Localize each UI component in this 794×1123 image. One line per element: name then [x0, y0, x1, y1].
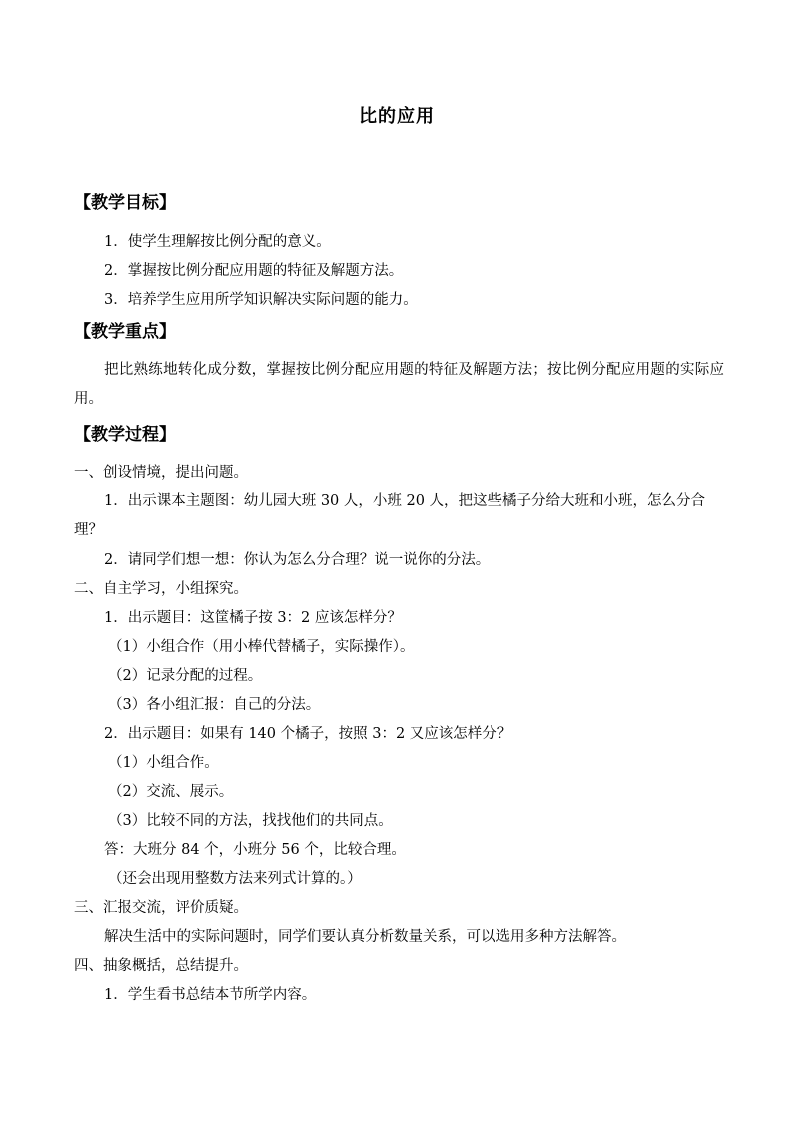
section-heading-goals: 【教学目标】	[74, 193, 176, 213]
part2-item-1-sub-1: （1）小组合作（用小棒代替橘子，实际操作）。	[108, 639, 415, 655]
page-title: 比的应用	[359, 106, 435, 127]
part2-item-2-sub-3: （3）比较不同的方法，找找他们的共同点。	[108, 813, 393, 829]
part3-heading: 三、汇报交流，评价质疑。	[74, 900, 248, 916]
part1-item-2: 2．请同学们想一想：你认为怎么分合理？说一说你的分法。	[104, 552, 491, 568]
part1-heading: 一、创设情境，提出问题。	[74, 465, 248, 481]
part2-item-1-sub-3: （3）各小组汇报：自己的分法。	[108, 697, 321, 713]
part4-item-1: 1．学生看书总结本节所学内容。	[104, 987, 317, 1003]
part1-item-1: 1．出示课本主题图：幼儿园大班 30 人，小班 20 人，把这些橘子分给大班和小班，怎么分合理？	[74, 493, 706, 538]
part2-item-1: 1．出示题目：这筐橘子按 3：2 应该怎样分？	[104, 610, 402, 626]
part2-item-2-sub-1: （1）小组合作。	[108, 755, 219, 771]
part2-item-1-sub-2: （2）记录分配的过程。	[108, 668, 263, 684]
part2-note: （还会出现用整数方法来列式计算的。）	[108, 871, 362, 887]
key-points-text: 把比熟练地转化成分数，掌握按比例分配应用题的特征及解题方法；按比例分配应用题的实际应用。	[74, 362, 724, 407]
part2-heading: 二、自主学习，小组探究。	[74, 581, 248, 597]
section-heading-process: 【教学过程】	[74, 425, 176, 445]
goal-item-3: 3．培养学生应用所学知识解决实际问题的能力。	[104, 292, 418, 308]
part2-item-2-sub-2: （2）交流、展示。	[108, 784, 234, 800]
part2-item-2: 2．出示题目：如果有 140 个橘子，按照 3：2 又应该怎样分？	[104, 726, 512, 742]
section-heading-key-points: 【教学重点】	[74, 322, 176, 342]
part2-answer: 答：大班分 84 个，小班分 56 个，比较合理。	[104, 842, 406, 858]
goal-item-2: 2．掌握按比例分配应用题的特征及解题方法。	[104, 263, 404, 279]
part3-text: 解决生活中的实际问题时，同学们要认真分析数量关系，可以选用多种方法解答。	[104, 929, 626, 945]
part4-heading: 四、抽象概括，总结提升。	[74, 958, 248, 974]
goal-item-1: 1．使学生理解按比例分配的意义。	[104, 234, 331, 250]
